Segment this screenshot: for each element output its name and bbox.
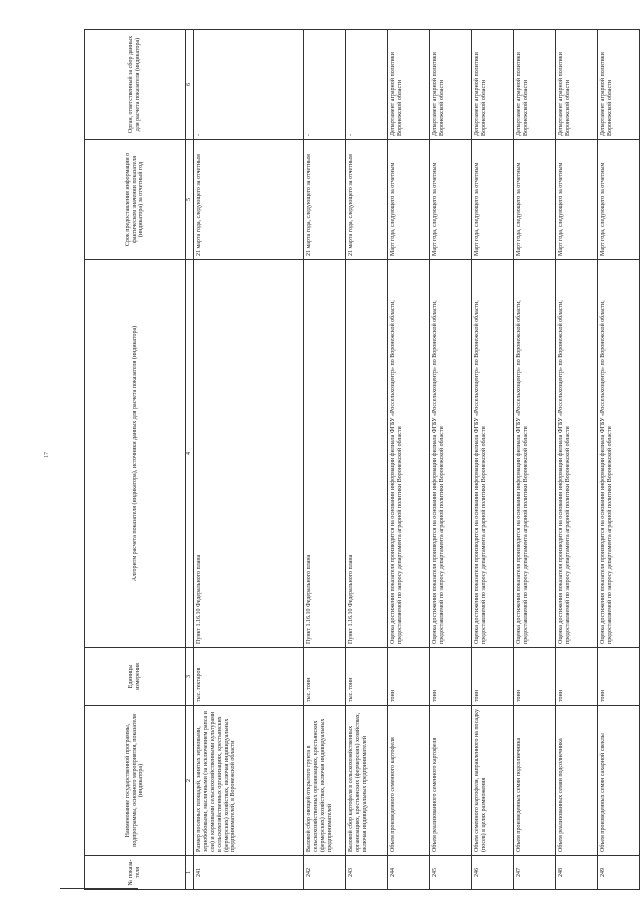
table-row bbox=[514, 30, 556, 890]
row-number: 246 bbox=[472, 856, 514, 890]
row-unit: тыс. гектаров bbox=[194, 648, 304, 706]
header-deadline: Срок предоставления информации о фактическом значении показателя (индикатора) за отчетный год bbox=[85, 140, 186, 260]
row-unit: тонн bbox=[556, 648, 598, 706]
row-algorithm: Пункт 1.16.10 Федерального плана bbox=[346, 260, 388, 648]
row-name: Объем реализованных семян подсолнечника bbox=[556, 706, 598, 856]
row-unit: тонн bbox=[514, 648, 556, 706]
row-algorithm: Оценка достижения показателя производится на основании информации филиала ФГБУ «Россельхозцентр» по Воронежской области, предоставляемой по запросу департамента аграрной политики Воронежской области bbox=[598, 260, 640, 648]
column-number: 3 bbox=[186, 648, 194, 706]
table-row bbox=[556, 30, 598, 890]
table-row bbox=[598, 30, 640, 890]
header-name: Наименование государственной программы, подпрограммы, основного мероприятия, показателя (индикатора) bbox=[85, 706, 186, 856]
row-algorithm: Пункт 1.16.10 Федерального плана bbox=[194, 260, 304, 648]
row-name: Объем реализованного семенного картофеля bbox=[430, 706, 472, 856]
row-organ: Департамент аграрной политики Воронежской области bbox=[514, 30, 556, 140]
row-unit: тыс. тонн bbox=[304, 648, 346, 706]
row-number: 249 bbox=[598, 856, 640, 890]
row-algorithm: Оценка достижения показателя производится на основании информации филиала ФГБУ «Россельхозцентр» по Воронежской области, предоставляемой по запросу департамента аграрной политики Воронежской области bbox=[430, 260, 472, 648]
row-deadline: 21 марта года, следующего за отчетным bbox=[346, 140, 388, 260]
header-algorithm: Алгоритм расчета показателя (индикатора), источники данных для расчета показателя (индикатора) bbox=[85, 260, 186, 648]
row-organ: Департамент аграрной политики Воронежской области bbox=[472, 30, 514, 140]
footnote-divider bbox=[60, 888, 138, 889]
row-deadline: Март года, следующего за отчетным bbox=[598, 140, 640, 260]
column-number: 5 bbox=[186, 140, 194, 260]
row-organ: - bbox=[304, 30, 346, 140]
indicators-table bbox=[84, 29, 640, 890]
page-number: 17 bbox=[44, 452, 50, 458]
header-number: № показа-теля bbox=[85, 856, 186, 890]
column-number: 6 bbox=[186, 30, 194, 140]
row-organ: Департамент аграрной политики Воронежской области bbox=[430, 30, 472, 140]
row-algorithm: Оценка достижения показателя производится на основании информации филиала ФГБУ «Россельхозцентр» по Воронежской области, предоставляемой по запросу департамента аграрной политики Воронежской области bbox=[472, 260, 514, 648]
row-unit: тонн bbox=[472, 648, 514, 706]
row-algorithm: Пункт 1.16.10 Федерального плана bbox=[304, 260, 346, 648]
row-unit: тонн bbox=[430, 648, 472, 706]
row-algorithm: Оценка достижения показателя производится на основании информации филиала ФГБУ «Россельхозцентр» по Воронежской области, предоставляемой по запросу департамента аграрной политики Воронежской области bbox=[556, 260, 598, 648]
table-row bbox=[346, 30, 388, 890]
row-name: Объем произведенных семян сахарной свеклы bbox=[598, 706, 640, 856]
row-unit: тыс. тонн bbox=[346, 648, 388, 706]
row-deadline: 21 марта года, следующего за отчетным bbox=[304, 140, 346, 260]
table-row bbox=[388, 30, 430, 890]
column-number: 4 bbox=[186, 260, 194, 648]
row-organ: - bbox=[346, 30, 388, 140]
table-row bbox=[194, 30, 304, 890]
column-number: 1 bbox=[186, 856, 194, 890]
row-organ: Департамент аграрной политики Воронежской области bbox=[556, 30, 598, 140]
rotated-table-wrapper bbox=[84, 30, 634, 890]
row-name: Валовой сбор овощей открытого грунта в сельскохозяйственных организациях, крестьянских (фермерских) хозяйствах, включая индивидуальных предпринимателей bbox=[304, 706, 346, 856]
row-deadline: Март года, следующего за отчетным bbox=[514, 140, 556, 260]
table-row bbox=[430, 30, 472, 890]
row-number: 242 bbox=[304, 856, 346, 890]
table-row bbox=[304, 30, 346, 890]
header-unit: Единицы измерения bbox=[85, 648, 186, 706]
row-algorithm: Оценка достижения показателя производится на основании информации филиала ФГБУ «Россельхозцентр» по Воронежской области, предоставляемой по запросу департамента аграрной политики Воронежской области bbox=[388, 260, 430, 648]
row-deadline: Март года, следующего за отчетным bbox=[472, 140, 514, 260]
table-header-row bbox=[85, 30, 186, 890]
row-deadline: Март года, следующего за отчетным bbox=[556, 140, 598, 260]
document-table-area bbox=[84, 30, 634, 890]
row-name: Объем семенного картофеля, направленного на посадку (посев) в целях размножения bbox=[472, 706, 514, 856]
row-organ: Департамент аграрной политики Воронежской области bbox=[598, 30, 640, 140]
table-row bbox=[472, 30, 514, 890]
row-deadline: 21 марта года, следующего за отчетным bbox=[194, 140, 304, 260]
row-name: Валовой сбор картофеля в сельскохозяйственных организациях, крестьянских (фермерских) хозяйствах, включая индивидуальных предпринимателей bbox=[346, 706, 388, 856]
row-deadline: Март года, следующего за отчетным bbox=[388, 140, 430, 260]
row-deadline: Март года, следующего за отчетным bbox=[430, 140, 472, 260]
row-algorithm: Оценка достижения показателя производится на основании информации филиала ФГБУ «Россельхозцентр» по Воронежской области, предоставляемой по запросу департамента аграрной политики Воронежской области bbox=[514, 260, 556, 648]
row-number: 241 bbox=[194, 856, 304, 890]
row-name: Объем произведенного семенного картофеля bbox=[388, 706, 430, 856]
header-organ: Орган, ответственный за сбор данных для расчета показателя (индикатора) bbox=[85, 30, 186, 140]
column-number-row bbox=[186, 30, 194, 890]
row-name: Размер посевных площадей, занятых зерновыми, зернобобовыми, масличными (за исключением рапса и сои) и кормовыми сельскохозяйственными культурами в сельскохозяйственных организациях, крестьянских (фермерских) хозяйствах, включая индивидуальных предпринимателей, в Воронежской области bbox=[194, 706, 304, 856]
row-number: 247 bbox=[514, 856, 556, 890]
row-number: 245 bbox=[430, 856, 472, 890]
row-name: Объем произведенных семян подсолнечника bbox=[514, 706, 556, 856]
row-unit: тонн bbox=[598, 648, 640, 706]
column-number: 2 bbox=[186, 706, 194, 856]
row-number: 248 bbox=[556, 856, 598, 890]
row-number: 243 bbox=[346, 856, 388, 890]
row-number: 244 bbox=[388, 856, 430, 890]
row-unit: тонн bbox=[388, 648, 430, 706]
row-organ: - bbox=[194, 30, 304, 140]
row-organ: Департамент аграрной политики Воронежской области bbox=[388, 30, 430, 140]
